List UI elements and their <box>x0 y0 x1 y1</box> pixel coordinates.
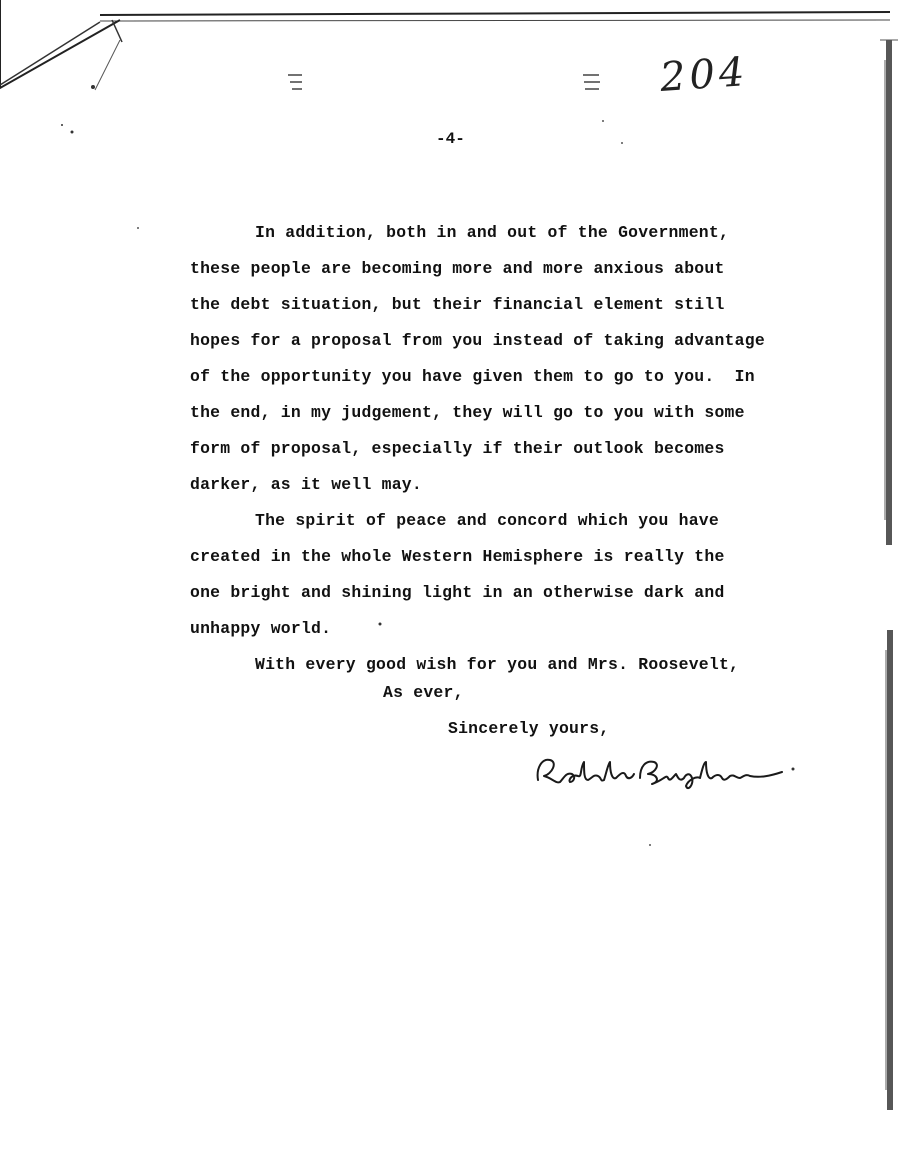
paragraph-line: hopes for a proposal from you instead of taking advantage <box>190 331 765 350</box>
paragraph <box>190 647 830 683</box>
paragraph-line: form of proposal, especially if their outlook becomes <box>190 439 725 458</box>
paragraph-line: The spirit of peace and concord which you have <box>255 511 719 530</box>
valediction-as-ever: As ever, <box>383 683 464 702</box>
paragraph-line: darker, as it well may. <box>190 475 422 494</box>
paragraph-line: the debt situation, but their financial element still <box>190 295 725 314</box>
paragraph <box>190 215 830 503</box>
paragraph-line: the end, in my judgement, they will go to you with some <box>190 403 745 422</box>
paragraph-line: unhappy world. <box>190 619 332 638</box>
archive-number: 204 <box>658 48 750 102</box>
handwritten-signature <box>530 748 800 798</box>
paragraph <box>190 503 830 647</box>
paragraph-line: one bright and shining light in an otherwise dark and <box>190 583 725 602</box>
paragraph-line: these people are becoming more and more anxious about <box>190 259 725 278</box>
paragraph-line: In addition, both in and out of the Government, <box>255 223 730 242</box>
paragraph-line: created in the whole Western Hemisphere is really the <box>190 547 725 566</box>
page-number: -4- <box>436 130 465 148</box>
letter-body <box>190 215 830 683</box>
valediction-sincerely: Sincerely yours, <box>448 719 610 738</box>
paragraph-line: With every good wish for you and Mrs. Roosevelt, <box>255 655 740 674</box>
paragraph-line: of the opportunity you have given them to go to you. In <box>190 367 755 386</box>
